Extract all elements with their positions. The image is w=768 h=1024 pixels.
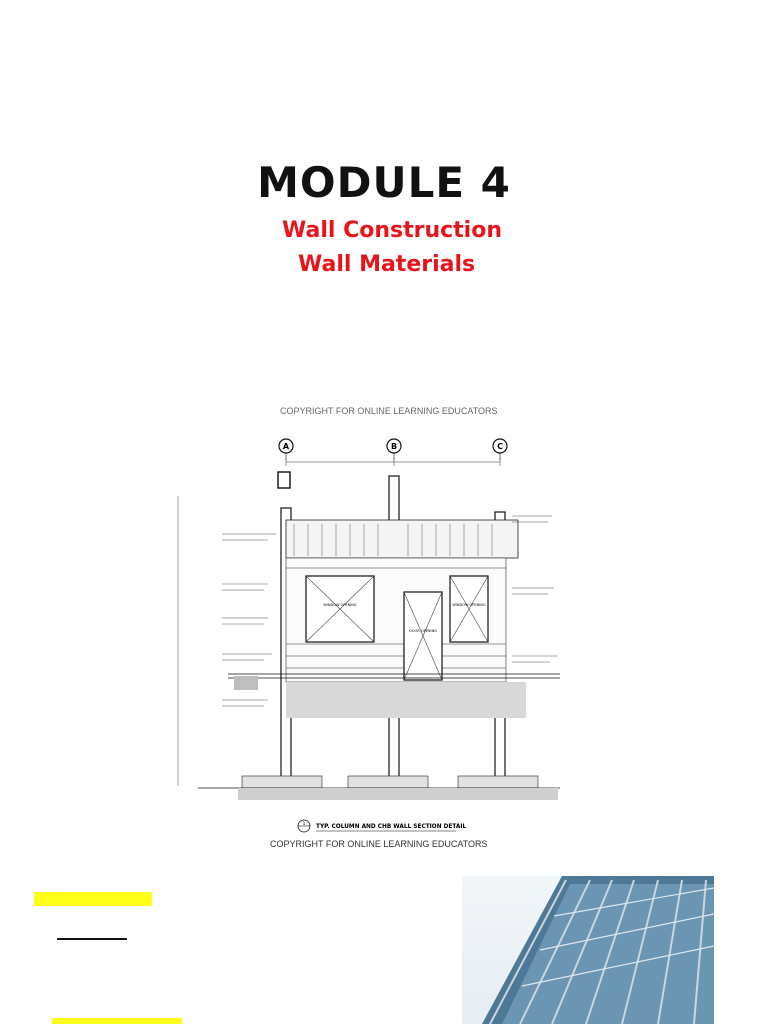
window-opening-label-left: WINDOW OPENING <box>323 603 357 607</box>
window-opening-left <box>306 576 374 642</box>
grid-label-c: C <box>497 442 503 451</box>
window-opening-right <box>450 576 488 642</box>
left-annotations <box>178 496 276 786</box>
detail-number: 1 <box>302 821 306 826</box>
underline-mark <box>57 938 127 940</box>
roof-slab <box>286 520 518 558</box>
highlight-bar-2 <box>52 1018 182 1024</box>
copyright-notice-bottom: COPYRIGHT FOR ONLINE LEARNING EDUCATORS <box>270 839 488 849</box>
footing-gravel-bed <box>238 788 558 800</box>
footings <box>242 776 538 788</box>
subtitle-wall-construction: Wall Construction <box>282 218 502 243</box>
parapet-cap <box>278 472 290 488</box>
window-opening-label-right: WINDOW OPENING <box>452 603 486 607</box>
right-annotations <box>512 516 558 662</box>
top-dimension-line <box>286 458 500 466</box>
copyright-notice-top: COPYRIGHT FOR ONLINE LEARNING EDUCATORS <box>280 406 498 416</box>
grid-label-b: B <box>390 442 398 451</box>
module-title: MODULE 4 <box>257 158 511 207</box>
grid-line-c <box>493 439 507 460</box>
grid-line-b <box>387 439 401 460</box>
detail-tag <box>298 820 467 832</box>
grid-line-a <box>279 439 293 460</box>
door-opening-label: DOOR OPENING <box>409 629 437 633</box>
detail-title: TYP. COLUMN AND CHB WALL SECTION DETAIL <box>316 824 467 830</box>
highlight-bar-1 <box>34 892 152 906</box>
wall-section-drawing <box>168 436 564 836</box>
glass-facade-photo <box>462 876 714 1024</box>
subtitle-wall-materials: Wall Materials <box>298 252 476 277</box>
grid-label-a: A <box>282 442 290 451</box>
door-opening <box>404 592 442 680</box>
